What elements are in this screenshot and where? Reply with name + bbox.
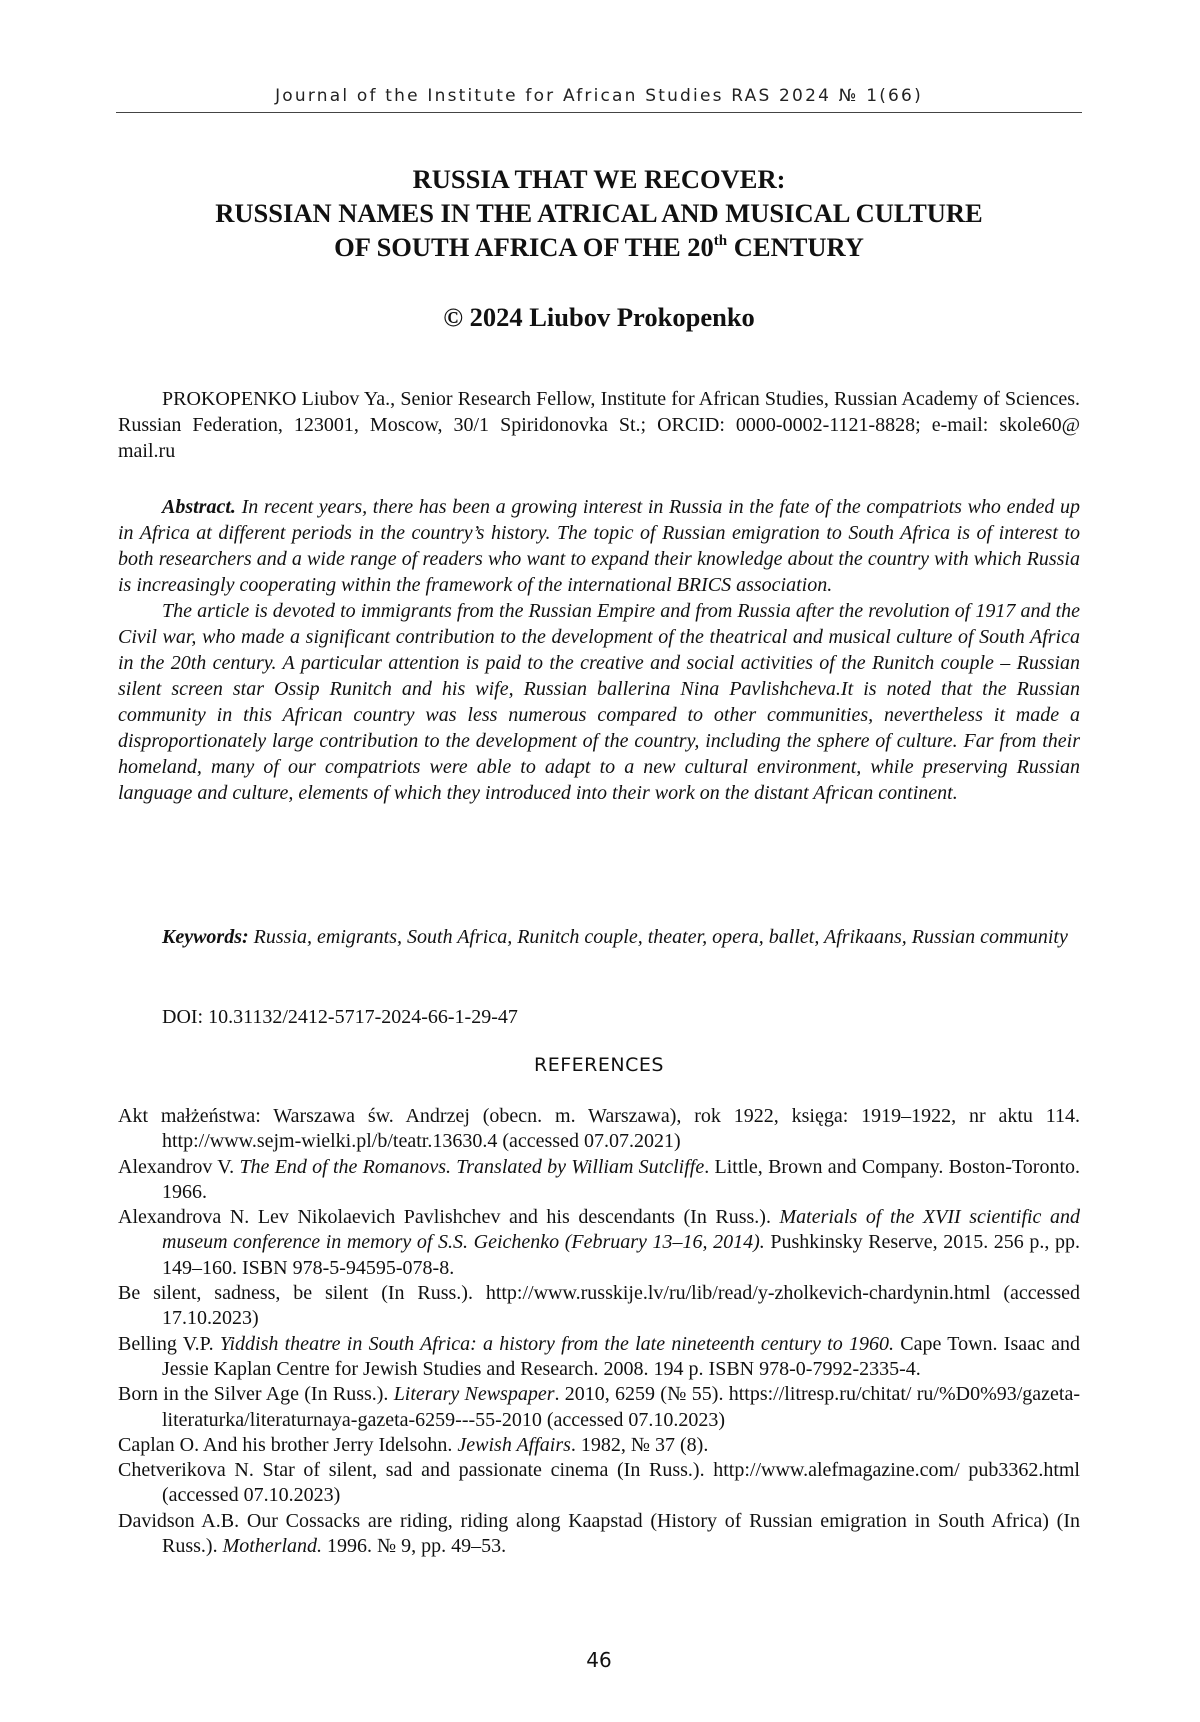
- references-heading: REFERENCES: [534, 1054, 664, 1076]
- header-rule: [116, 112, 1082, 113]
- abstract-text-1: In recent years, there has been a growing interest in Russia in the fate of the compatriots who ended up in Africa at different periods in the country’s history. The topic of Russian emigration to South Africa is of interest to both researchers and a wide range of readers who want to expand their knowledge about the country with which Russia is increasingly cooperating within the framework of the international BRICS association.: [118, 496, 1080, 596]
- reference-item: Alexandrov V. The End of the Romanovs. Translated by William Sutcliffe. Little, Brown and Company. Boston-Toronto. 1966.: [118, 1155, 1081, 1203]
- reference-item: Alexandrova N. Lev Nikolaevich Pavlishchev and his descendants (In Russ.). Materials of the XVII scientific and museum conference in memory of S.S. Geichenko (February 13–16, 2014). Pushkinsky Reserve, 2015. 256 p., pp. 149–160. ISBN 978-5-94595-078-8.: [118, 1206, 1080, 1279]
- reference-item: Caplan O. And his brother Jerry Idelsohn. Jewish Affairs. 1982, № 37 (8).: [118, 1433, 709, 1456]
- reference-item: Be silent, sadness, be silent (In Russ.). http://www.russkije.lv/ru/lib/read/y-zholkevich-chardynin.html (accessed 17.10.2023): [118, 1282, 1080, 1330]
- page-number: 46: [586, 1648, 612, 1672]
- author-affiliation: PROKOPENKO Liubov Ya., Senior Research Fellow, Institute for African Studies, Russian Academy of Sciences. Russian Federation, 123001, Moscow, 30/1 Spiridonovka St.; ORCID: 0000-0002-1121-8828; e-mail: skole60@ mail.ru: [118, 388, 1080, 462]
- keywords-text: Russia, emigrants, South Africa, Runitch couple, theater, opera, ballet, Afrikaans, Russian community: [253, 926, 1068, 948]
- abstract-label: Abstract.: [162, 496, 236, 518]
- title-line-1: RUSSIA THAT WE RECOVER:: [412, 164, 786, 194]
- abstract-paragraph-1: [118, 494, 1080, 598]
- running-head: Journal of the Institute for African Studies RAS 2024 № 1(66): [275, 86, 923, 106]
- keywords-label: Keywords:: [162, 926, 249, 948]
- title-line-2: RUSSIAN NAMES IN THE ATRICAL AND MUSICAL CULTURE: [215, 198, 983, 228]
- reference-item: Akt małżeństwa: Warszawa św. Andrzej (obecn. m. Warszawa), rok 1922, księga: 1919–1922, nr aktu 114. http://www.sejm-wielki.pl/b/teatr.13630.4 (accessed 07.07.2021): [118, 1105, 1080, 1153]
- title-superscript: th: [713, 233, 728, 249]
- title-line-3-suffix: CENTURY: [727, 232, 864, 262]
- abstract: [118, 494, 1080, 806]
- title-line-3-prefix: OF SOUTH AFRICA OF THE 20: [334, 232, 714, 262]
- author-line: © 2024 Liubov Prokopenko: [443, 302, 755, 332]
- keywords: [118, 924, 1080, 950]
- title-line-3: [118, 230, 1080, 264]
- doi: DOI: 10.31132/2412-5717-2024-66-1-29-47: [162, 1006, 518, 1028]
- reference-item: Belling V.P. Yiddish theatre in South Africa: a history from the late nineteenth century to 1960. Cape Town. Isaac and Jessie Kaplan Centre for Jewish Studies and Research. 2008. 194 p. ISBN 978-0-7992-2335-4.: [118, 1332, 1080, 1380]
- abstract-paragraph-2: The article is devoted to immigrants from the Russian Empire and from Russia after the revolution of 1917 and the Civil war, who made a significant contribution to the development of the theatrical and musical culture of South Africa in the 20th century. A particular attention is paid to the creative and social activities of the Runitch couple – Russian silent screen star Ossip Runitch and his wife, Russian ballerina Nina Pavlishcheva.It is noted that the Russian community in this African country was less numerous compared to other communities, nevertheless it made a disproportionately large contribution to the development of the country, including the sphere of culture. Far from their homeland, many of our compatriots were able to adapt to a new cultural environment, while preserving Russian language and culture, elements of which they introduced into their work on the distant African continent.: [118, 600, 1080, 804]
- reference-item: Born in the Silver Age (In Russ.). Literary Newspaper. 2010, 6259 (№ 55). https://litresp.ru/chitat/ ru/%D0%93/gazeta-literaturka/literaturnaya-gazeta-6259---55-2010 (accessed 07.10.2023): [118, 1383, 1081, 1431]
- references-list: [118, 1104, 1080, 1559]
- reference-item: Chetverikova N. Star of silent, sad and passionate cinema (In Russ.). http://www.alefmagazine.com/ pub3362.html (accessed 07.10.2023): [118, 1459, 1080, 1507]
- reference-item: Davidson A.B. Our Cossacks are riding, riding along Kaapstad (History of Russian emigration in South Africa) (In Russ.). Motherland. 1996. № 9, pp. 49–53.: [118, 1509, 1080, 1558]
- article-title: [118, 162, 1080, 264]
